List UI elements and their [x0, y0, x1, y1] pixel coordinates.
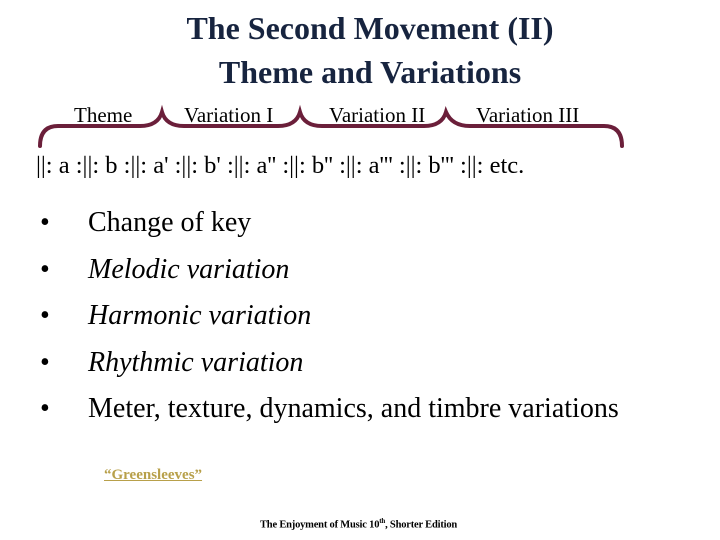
citation-suffix: , Shorter Edition — [385, 519, 458, 531]
segment-label-variation-2: Variation II — [329, 103, 426, 127]
bullet-text: Melodic variation — [88, 253, 290, 285]
bullet-text: Meter, texture, dynamics, and timbre variations — [88, 393, 619, 424]
segment-label-theme: Theme — [74, 103, 133, 127]
greensleeves-link[interactable]: “Greensleeves” — [104, 467, 203, 483]
bullet-icon: • — [40, 393, 50, 424]
bullet-icon: • — [40, 300, 50, 331]
slide-title-line-1: The Second Movement (II) — [186, 10, 554, 46]
bullet-icon: • — [40, 253, 50, 285]
segment-label-variation-3: Variation III — [476, 103, 580, 127]
bullet-icon: • — [40, 207, 50, 238]
bullet-text: Change of key — [88, 207, 252, 238]
bullet-text: Rhythmic variation — [88, 346, 304, 378]
source-citation — [260, 517, 457, 531]
bullet-text: Harmonic variation — [88, 300, 312, 331]
citation-prefix: The Enjoyment of Music 10 — [260, 519, 380, 531]
slide-title-line-2: Theme and Variations — [218, 54, 522, 90]
citation-superscript: th — [379, 517, 386, 525]
segment-label-variation-1: Variation I — [184, 103, 274, 127]
bullet-icon: • — [40, 346, 50, 378]
form-notation: ||: a :||: b :||: a' :||: b' :||: a'' :||: b'' :||: a''' :||: b''' :||: etc. — [36, 152, 525, 179]
